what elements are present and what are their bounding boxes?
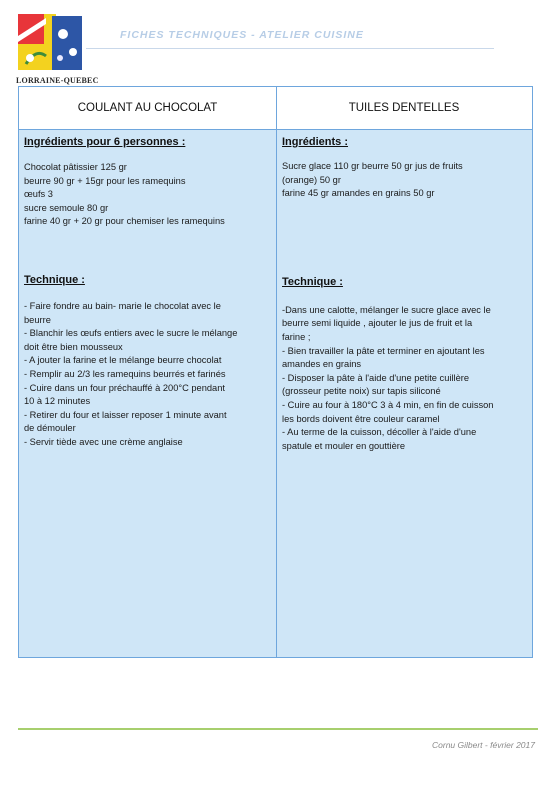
ingredient-line: Sucre glace 110 gr beurre 50 gr jus de fruits (282, 161, 463, 171)
recipe-table (18, 86, 533, 658)
footer-author: Cornu Gilbert - février 2017 (432, 740, 535, 750)
ingredient-line: sucre semoule 80 gr (24, 202, 109, 213)
ingredients-title: Ingrédients pour 6 personnes : (24, 136, 186, 148)
technique-title: Technique : (282, 275, 343, 288)
ingredients-list (282, 160, 528, 201)
recipe-heading-left: COULANT AU CHOCOLAT (19, 87, 276, 129)
technique-steps (24, 300, 272, 450)
logo-text: LORRAINE-QUEBEC (16, 76, 99, 85)
recipe-heading-right: TUILES DENTELLES (276, 87, 532, 129)
technique-line: - Cuire au four à 180°C 3 à 4 min, en fin de cuisson (282, 399, 494, 410)
technique-line: - Bien travailler la pâte et terminer en ajoutant les (282, 345, 485, 356)
technique-line: spatule et mouler en gouttière (282, 440, 406, 451)
technique-line: beurre semi liquide , ajouter le jus de fruit et la (282, 318, 473, 329)
technique-line: - Servir tiède avec une crème anglaise (24, 436, 183, 447)
technique-line: - Faire fondre au bain- marie le chocolat avec le (24, 300, 221, 311)
technique-line: farine ; (282, 331, 311, 342)
technique-line: - Cuire dans un four préchauffé à 200°C pendant (24, 382, 225, 393)
technique-line: les bords doivent être couleur caramel (282, 413, 440, 424)
technique-line: doit être bien mousseux (24, 341, 123, 352)
footer-rule (18, 728, 538, 730)
technique-title: Technique : (24, 273, 85, 286)
ingredient-line: farine 40 gr + 20 gr pour chemiser les ramequins (24, 216, 225, 227)
technique-line: - Remplir au 2/3 les ramequins beurrés et farinés (24, 368, 226, 379)
technique-line: 10 à 12 minutes (24, 396, 91, 407)
technique-line: - Retirer du four et laisser reposer 1 minute avant (24, 409, 227, 420)
header-rule (86, 48, 494, 49)
ingredients-title: Ingrédients : (282, 136, 349, 148)
page-header-title: FICHES TECHNIQUES - ATELIER CUISINE (120, 29, 364, 41)
technique-line: - Au terme de la cuisson, décoller à l'aide d'une (282, 427, 477, 438)
ingredient-line: (orange) 50 gr (282, 174, 341, 185)
logo-graphic (16, 14, 86, 76)
technique-line: de démouler (24, 423, 76, 434)
ingredient-line: farine 45 gr amandes en grains 50 gr (282, 188, 435, 199)
recipe-column-right (277, 130, 532, 657)
ingredient-line: œufs 3 (24, 189, 53, 200)
technique-line: amandes en grains (282, 359, 362, 370)
technique-line: beurre (24, 314, 51, 325)
ingredients-list (24, 161, 272, 229)
technique-line: - A jouter la farine et le mélange beurre chocolat (24, 355, 222, 366)
logo (16, 14, 99, 85)
ingredient-line: beurre 90 gr + 15gr pour les ramequins (24, 175, 186, 186)
technique-line: - Blanchir les œufs entiers avec le sucre le mélange (24, 328, 238, 339)
technique-line: - Disposer la pâte à l'aide d'une petite cuillère (282, 372, 470, 383)
technique-line: (grosseur petite noix) sur tapis siliconé (282, 386, 441, 397)
ingredient-line: Chocolat pâtissier 125 gr (24, 162, 127, 172)
technique-line: -Dans une calotte, mélanger le sucre glace avec le (282, 304, 491, 315)
technique-steps (282, 304, 528, 454)
column-divider (276, 87, 277, 657)
recipe-column-left (19, 130, 276, 657)
